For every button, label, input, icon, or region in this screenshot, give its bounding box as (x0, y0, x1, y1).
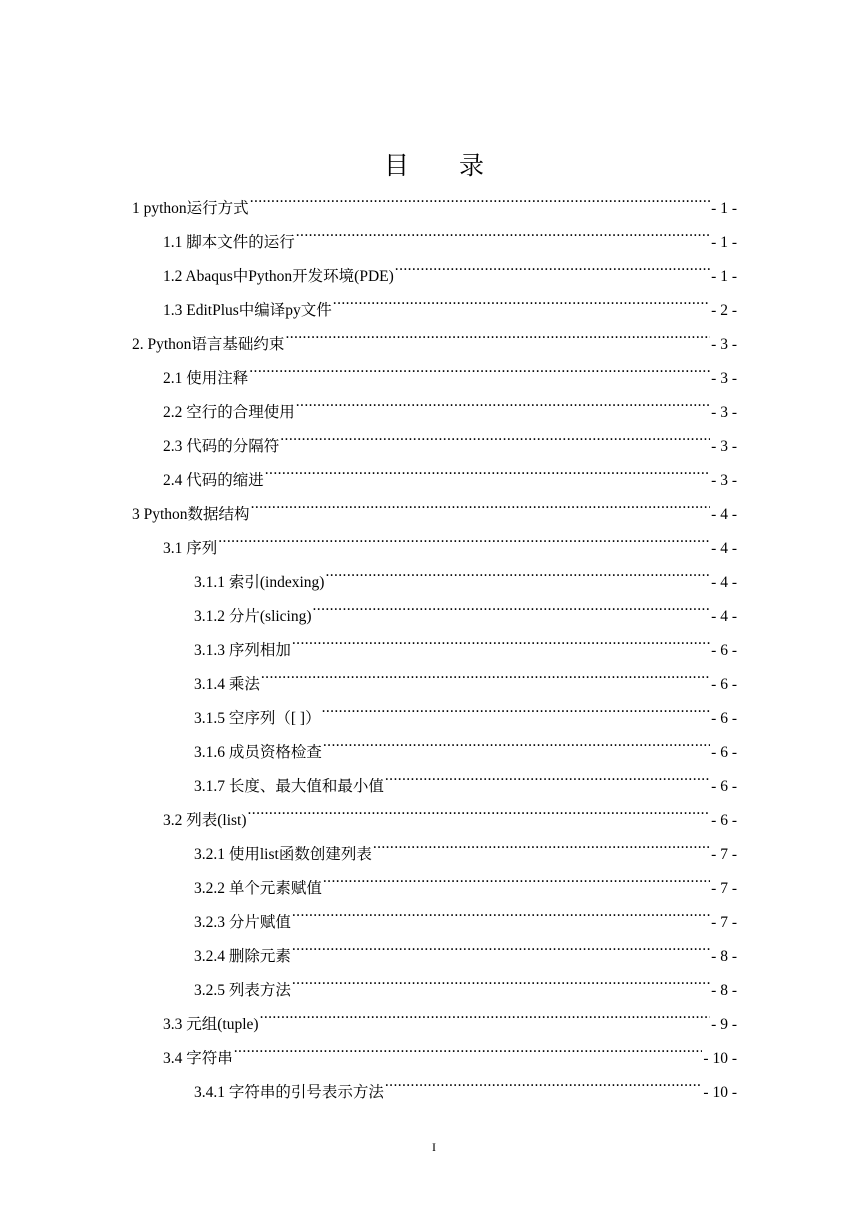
toc-dot-leader (385, 1067, 703, 1097)
toc-entry[interactable] (132, 183, 737, 217)
toc-entry[interactable] (194, 727, 737, 761)
toc-entry[interactable] (194, 761, 737, 795)
toc-entry-page-number: - 6 - (711, 676, 737, 693)
toc-entry[interactable] (163, 387, 737, 421)
toc-entry-label: 2.3 代码的分隔符 (163, 438, 280, 455)
toc-entry[interactable] (194, 591, 737, 625)
toc-dot-leader (323, 727, 710, 757)
toc-entry-label: 3.2.1 使用list函数创建列表 (194, 846, 372, 863)
toc-entry-label: 3.1.5 空序列（[ ]） (194, 710, 321, 727)
toc-entry-page-number: - 6 - (711, 778, 737, 795)
toc-dot-leader (325, 557, 710, 587)
toc-dot-leader (250, 183, 710, 213)
toc-entry-page-number: - 6 - (711, 812, 737, 829)
toc-entry-page-number: - 4 - (711, 574, 737, 591)
toc-entry-label: 1.3 EditPlus中编译py文件 (163, 302, 332, 319)
toc-entry-label: 2. Python语言基础约束 (132, 336, 285, 353)
toc-entry-label: 3.4.1 字符串的引号表示方法 (194, 1084, 384, 1101)
toc-entry-label: 3.2.4 删除元素 (194, 948, 291, 965)
toc-dot-leader (260, 999, 711, 1029)
toc-dot-leader (292, 965, 710, 995)
toc-dot-leader (218, 523, 710, 553)
toc-dot-leader (385, 761, 710, 791)
toc-entry-label: 3.1.4 乘法 (194, 676, 260, 693)
toc-entry-label: 3.2 列表(list) (163, 812, 247, 829)
toc-entry[interactable] (163, 795, 737, 829)
toc-dot-leader (292, 625, 710, 655)
toc-entry-page-number: - 7 - (711, 914, 737, 931)
toc-dot-leader (234, 1033, 703, 1063)
toc-entry-label: 3.2.2 单个元素赋值 (194, 880, 322, 897)
toc-entry-page-number: - 1 - (711, 234, 737, 251)
toc-dot-leader (251, 489, 711, 519)
toc-entry-label: 3.2.3 分片赋值 (194, 914, 291, 931)
toc-entry-page-number: - 10 - (703, 1050, 737, 1067)
toc-dot-leader (395, 251, 710, 281)
toc-entry[interactable] (163, 1033, 737, 1067)
toc-entry[interactable] (194, 659, 737, 693)
toc-entry-page-number: - 3 - (711, 438, 737, 455)
toc-entry-label: 1.1 脚本文件的运行 (163, 234, 295, 251)
toc-dot-leader (322, 693, 711, 723)
toc-entry-page-number: - 10 - (703, 1084, 737, 1101)
toc-dot-leader (265, 455, 710, 485)
toc-dot-leader (248, 795, 711, 825)
toc-entry[interactable] (194, 829, 737, 863)
toc-entry-label: 3.1.3 序列相加 (194, 642, 291, 659)
toc-dot-leader (261, 659, 710, 689)
toc-entry-label: 3.3 元组(tuple) (163, 1016, 259, 1033)
toc-entry[interactable] (132, 489, 737, 523)
toc-entry-page-number: - 3 - (711, 404, 737, 421)
toc-dot-leader (296, 217, 710, 247)
toc-dot-leader (249, 353, 710, 383)
toc-entry-label: 3.1.1 索引(indexing) (194, 574, 325, 591)
toc-entry-page-number: - 4 - (711, 608, 737, 625)
toc-dot-leader (285, 319, 710, 349)
toc-entry-page-number: - 3 - (711, 336, 737, 353)
toc-entry-page-number: - 7 - (711, 846, 737, 863)
toc-entry[interactable] (194, 931, 737, 965)
toc-entry[interactable] (163, 523, 737, 557)
toc-entry-page-number: - 2 - (711, 302, 737, 319)
toc-entry-page-number: - 4 - (711, 506, 737, 523)
toc-entry-page-number: - 3 - (711, 370, 737, 387)
toc-entry[interactable] (163, 217, 737, 251)
toc-entry-page-number: - 1 - (711, 268, 737, 285)
toc-dot-leader (280, 421, 710, 451)
toc-entry[interactable] (132, 319, 737, 353)
toc-entry-page-number: - 6 - (711, 642, 737, 659)
toc-dot-leader (292, 931, 710, 961)
toc-dot-leader (333, 285, 710, 315)
toc-entry[interactable] (163, 251, 737, 285)
toc-entry-page-number: - 8 - (711, 982, 737, 999)
toc-entry[interactable] (163, 455, 737, 489)
toc-entry-label: 3.1 序列 (163, 540, 218, 557)
toc-entry-page-number: - 3 - (711, 472, 737, 489)
toc-entry[interactable] (163, 285, 737, 319)
toc-dot-leader (323, 863, 710, 893)
toc-entry[interactable] (194, 965, 737, 999)
toc-entry[interactable] (163, 999, 737, 1033)
toc-entry-page-number: - 8 - (711, 948, 737, 965)
toc-entry-label: 3.1.6 成员资格检查 (194, 744, 322, 761)
toc-entry-label: 3.1.7 长度、最大值和最小值 (194, 778, 384, 795)
toc-entry-page-number: - 6 - (711, 744, 737, 761)
toc-dot-leader (313, 591, 711, 621)
toc-entry[interactable] (163, 353, 737, 387)
toc-entry[interactable] (163, 421, 737, 455)
toc-dot-leader (292, 897, 710, 927)
toc-dot-leader (296, 387, 710, 417)
toc-entry-page-number: - 9 - (711, 1016, 737, 1033)
toc-entry-page-number: - 4 - (711, 540, 737, 557)
toc-entry-label: 3.4 字符串 (163, 1050, 233, 1067)
toc-entry-page-number: - 6 - (711, 710, 737, 727)
toc-entry[interactable] (194, 557, 737, 591)
toc-entry[interactable] (194, 1067, 737, 1101)
toc-entry-label: 1.2 Abaqus中Python开发环境(PDE) (163, 268, 394, 285)
toc-entry[interactable] (194, 625, 737, 659)
toc-entry[interactable] (194, 897, 737, 931)
toc-entry-label: 1 python运行方式 (132, 200, 249, 217)
toc-entry[interactable] (194, 863, 737, 897)
toc-dot-leader (373, 829, 710, 859)
toc-title: 目 录 (383, 153, 484, 180)
toc-entry-page-number: - 7 - (711, 880, 737, 897)
toc-entry-label: 2.4 代码的缩进 (163, 472, 264, 489)
toc-entry-label: 2.1 使用注释 (163, 370, 249, 387)
toc-entry[interactable] (194, 693, 737, 727)
toc-entry-label: 2.2 空行的合理使用 (163, 404, 295, 421)
toc-entry-label: 3.2.5 列表方法 (194, 982, 291, 999)
footer-page-number: I (432, 1140, 436, 1154)
toc-entry-label: 3 Python数据结构 (132, 506, 250, 523)
toc-entry-label: 3.1.2 分片(slicing) (194, 608, 312, 625)
toc-entry-page-number: - 1 - (711, 200, 737, 217)
